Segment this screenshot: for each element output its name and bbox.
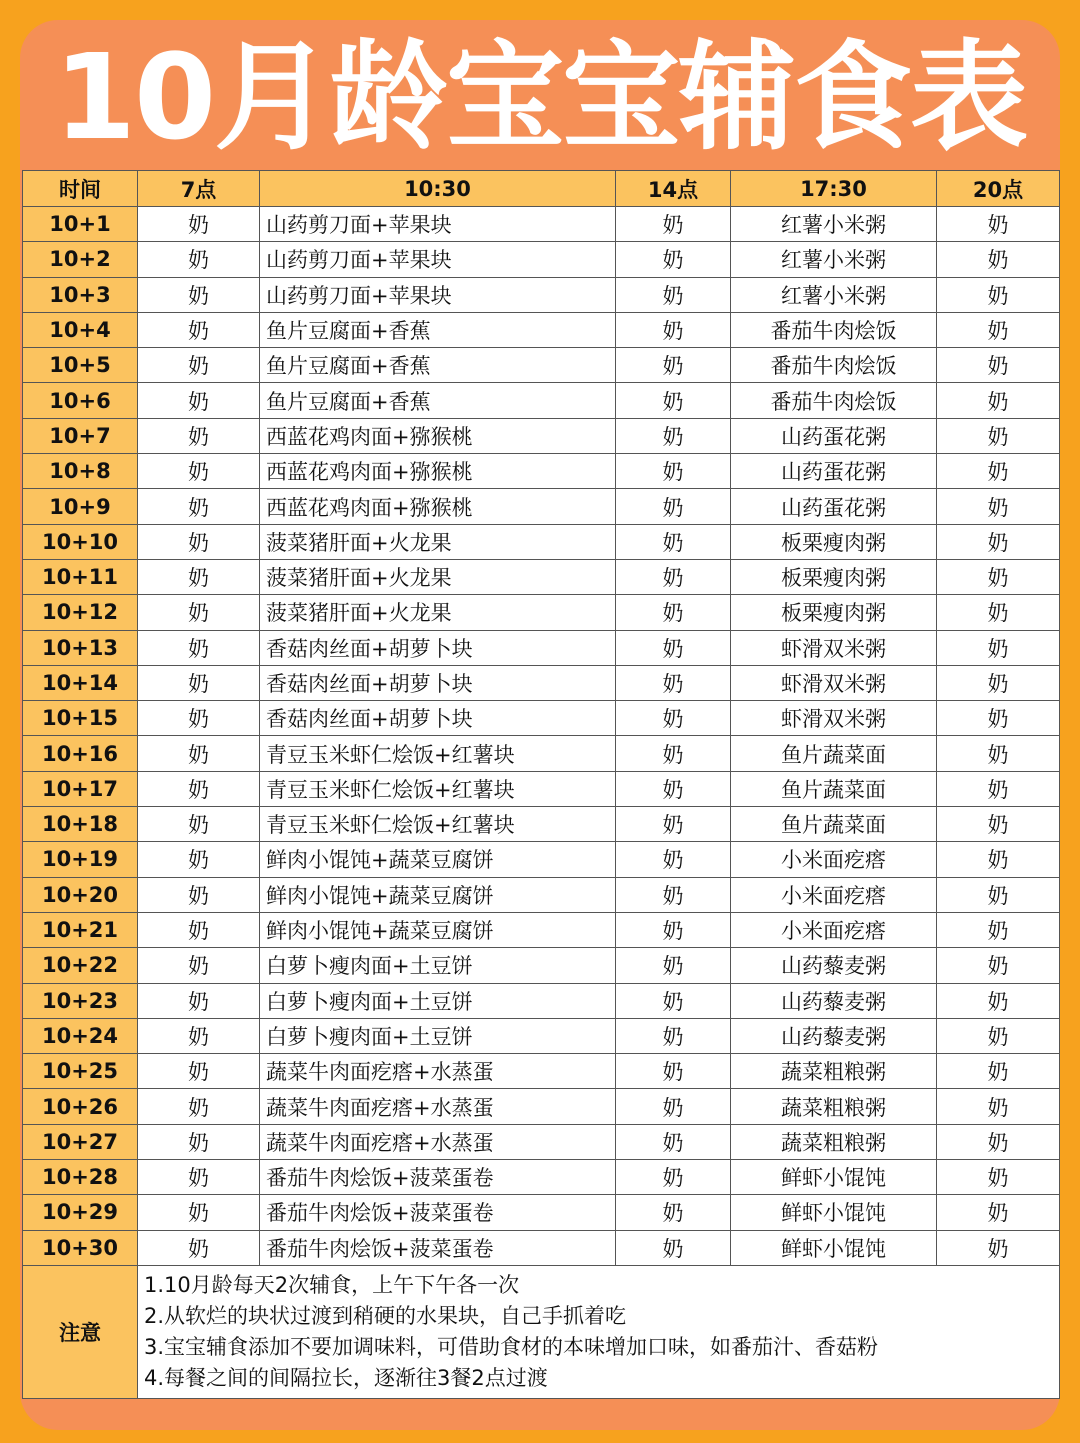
meal-14-cell: 奶 <box>616 454 731 489</box>
meal-7am-cell: 奶 <box>138 383 260 418</box>
meal-1730-cell: 鲜虾小馄饨 <box>731 1160 937 1195</box>
meal-1030-cell: 山药剪刀面+苹果块 <box>260 277 616 312</box>
meal-14-cell: 奶 <box>616 983 731 1018</box>
day-cell: 10+19 <box>23 842 138 877</box>
notes-label: 注意 <box>23 1265 138 1398</box>
day-cell: 10+17 <box>23 771 138 806</box>
day-cell: 10+28 <box>23 1160 138 1195</box>
table-row <box>23 1160 1060 1195</box>
notes-row <box>23 1265 1060 1398</box>
meal-20-cell: 奶 <box>937 807 1060 842</box>
day-cell: 10+7 <box>23 418 138 453</box>
meal-1030-cell: 番茄牛肉烩饭+菠菜蛋卷 <box>260 1160 616 1195</box>
meal-7am-cell: 奶 <box>138 983 260 1018</box>
meal-1730-cell: 蔬菜粗粮粥 <box>731 1124 937 1159</box>
meal-1030-cell: 香菇肉丝面+胡萝卜块 <box>260 630 616 665</box>
meal-1030-cell: 山药剪刀面+苹果块 <box>260 207 616 242</box>
day-cell: 10+6 <box>23 383 138 418</box>
table-row <box>23 277 1060 312</box>
meal-1730-cell: 番茄牛肉烩饭 <box>731 348 937 383</box>
note-item: 3.宝宝辅食添加不要加调味料，可借助食材的本味增加口味，如番茄汁、香菇粉 <box>144 1334 879 1359</box>
meal-14-cell: 奶 <box>616 1160 731 1195</box>
meal-1030-cell: 西蓝花鸡肉面+猕猴桃 <box>260 418 616 453</box>
meal-7am-cell: 奶 <box>138 1160 260 1195</box>
meal-20-cell: 奶 <box>937 736 1060 771</box>
meal-1730-cell: 番茄牛肉烩饭 <box>731 383 937 418</box>
meal-20-cell: 奶 <box>937 595 1060 630</box>
meal-1730-cell: 番茄牛肉烩饭 <box>731 312 937 347</box>
meal-7am-cell: 奶 <box>138 736 260 771</box>
meal-14-cell: 奶 <box>616 1195 731 1230</box>
day-cell: 10+15 <box>23 701 138 736</box>
table-row <box>23 701 1060 736</box>
meal-1030-cell: 番茄牛肉烩饭+菠菜蛋卷 <box>260 1195 616 1230</box>
meal-1030-cell: 白萝卜瘦肉面+土豆饼 <box>260 1018 616 1053</box>
day-cell: 10+25 <box>23 1054 138 1089</box>
meal-20-cell: 奶 <box>937 489 1060 524</box>
table-row <box>23 418 1060 453</box>
table-row <box>23 630 1060 665</box>
day-cell: 10+11 <box>23 559 138 594</box>
meal-7am-cell: 奶 <box>138 842 260 877</box>
meal-7am-cell: 奶 <box>138 630 260 665</box>
meal-7am-cell: 奶 <box>138 877 260 912</box>
table-row <box>23 983 1060 1018</box>
meal-1730-cell: 蔬菜粗粮粥 <box>731 1054 937 1089</box>
day-cell: 10+8 <box>23 454 138 489</box>
day-cell: 10+27 <box>23 1124 138 1159</box>
meal-14-cell: 奶 <box>616 701 731 736</box>
meal-7am-cell: 奶 <box>138 454 260 489</box>
day-cell: 10+4 <box>23 312 138 347</box>
meal-1030-cell: 鲜肉小馄饨+蔬菜豆腐饼 <box>260 912 616 947</box>
meal-20-cell: 奶 <box>937 665 1060 700</box>
day-cell: 10+5 <box>23 348 138 383</box>
meal-1030-cell: 菠菜猪肝面+火龙果 <box>260 595 616 630</box>
meal-7am-cell: 奶 <box>138 348 260 383</box>
meal-1730-cell: 山药蛋花粥 <box>731 489 937 524</box>
meal-1030-cell: 西蓝花鸡肉面+猕猴桃 <box>260 454 616 489</box>
day-cell: 10+2 <box>23 242 138 277</box>
day-cell: 10+26 <box>23 1089 138 1124</box>
meal-14-cell: 奶 <box>616 771 731 806</box>
meal-14-cell: 奶 <box>616 912 731 947</box>
table-header-row <box>23 171 1060 207</box>
meal-1730-cell: 山药蛋花粥 <box>731 454 937 489</box>
meal-1030-cell: 青豆玉米虾仁烩饭+红薯块 <box>260 807 616 842</box>
meal-1030-cell: 青豆玉米虾仁烩饭+红薯块 <box>260 771 616 806</box>
table-row <box>23 1054 1060 1089</box>
page-title: 10月龄宝宝辅食表 <box>53 28 1027 166</box>
meal-1730-cell: 山药藜麦粥 <box>731 948 937 983</box>
meal-7am-cell: 奶 <box>138 1054 260 1089</box>
day-cell: 10+20 <box>23 877 138 912</box>
meal-20-cell: 奶 <box>937 207 1060 242</box>
day-cell: 10+13 <box>23 630 138 665</box>
table-row <box>23 348 1060 383</box>
meal-14-cell: 奶 <box>616 242 731 277</box>
meal-20-cell: 奶 <box>937 630 1060 665</box>
meal-20-cell: 奶 <box>937 312 1060 347</box>
meal-14-cell: 奶 <box>616 207 731 242</box>
table-row <box>23 842 1060 877</box>
meal-7am-cell: 奶 <box>138 912 260 947</box>
meal-20-cell: 奶 <box>937 1018 1060 1053</box>
meal-1030-cell: 菠菜猪肝面+火龙果 <box>260 559 616 594</box>
meal-20-cell: 奶 <box>937 983 1060 1018</box>
table-row <box>23 207 1060 242</box>
meal-7am-cell: 奶 <box>138 1018 260 1053</box>
table-row <box>23 1230 1060 1265</box>
meal-14-cell: 奶 <box>616 559 731 594</box>
meal-1030-cell: 白萝卜瘦肉面+土豆饼 <box>260 948 616 983</box>
meal-14-cell: 奶 <box>616 277 731 312</box>
meal-1730-cell: 山药藜麦粥 <box>731 1018 937 1053</box>
meal-1730-cell: 板栗瘦肉粥 <box>731 559 937 594</box>
table-row <box>23 948 1060 983</box>
meal-1730-cell: 虾滑双米粥 <box>731 630 937 665</box>
meal-1730-cell: 鲜虾小馄饨 <box>731 1195 937 1230</box>
day-cell: 10+21 <box>23 912 138 947</box>
table-row <box>23 242 1060 277</box>
meal-20-cell: 奶 <box>937 1089 1060 1124</box>
day-cell: 10+29 <box>23 1195 138 1230</box>
table-row <box>23 736 1060 771</box>
table-row <box>23 595 1060 630</box>
meal-14-cell: 奶 <box>616 1089 731 1124</box>
note-item: 1.10月龄每天2次辅食，上午下午各一次 <box>144 1272 520 1297</box>
meal-1030-cell: 鱼片豆腐面+香蕉 <box>260 383 616 418</box>
meal-1030-cell: 青豆玉米虾仁烩饭+红薯块 <box>260 736 616 771</box>
meal-20-cell: 奶 <box>937 454 1060 489</box>
meal-14-cell: 奶 <box>616 348 731 383</box>
meal-20-cell: 奶 <box>937 1230 1060 1265</box>
meal-1730-cell: 山药藜麦粥 <box>731 983 937 1018</box>
meal-1730-cell: 板栗瘦肉粥 <box>731 524 937 559</box>
meal-14-cell: 奶 <box>616 1054 731 1089</box>
meal-14-cell: 奶 <box>616 877 731 912</box>
meal-7am-cell: 奶 <box>138 807 260 842</box>
meal-20-cell: 奶 <box>937 418 1060 453</box>
note-item: 2.从软烂的块状过渡到稍硬的水果块，自己手抓着吃 <box>144 1303 627 1328</box>
meal-1030-cell: 山药剪刀面+苹果块 <box>260 242 616 277</box>
meal-7am-cell: 奶 <box>138 524 260 559</box>
table-row <box>23 383 1060 418</box>
header-14: 14点 <box>616 171 731 207</box>
meal-1730-cell: 虾滑双米粥 <box>731 665 937 700</box>
meal-20-cell: 奶 <box>937 524 1060 559</box>
meal-14-cell: 奶 <box>616 489 731 524</box>
meal-1730-cell: 鱼片蔬菜面 <box>731 736 937 771</box>
meal-14-cell: 奶 <box>616 595 731 630</box>
meal-1030-cell: 蔬菜牛肉面疙瘩+水蒸蛋 <box>260 1124 616 1159</box>
meal-1730-cell: 鲜虾小馄饨 <box>731 1230 937 1265</box>
meal-7am-cell: 奶 <box>138 207 260 242</box>
meal-1030-cell: 鱼片豆腐面+香蕉 <box>260 348 616 383</box>
day-cell: 10+30 <box>23 1230 138 1265</box>
meal-1030-cell: 鱼片豆腐面+香蕉 <box>260 312 616 347</box>
table-row <box>23 1195 1060 1230</box>
notes-content <box>138 1265 1060 1398</box>
meal-1730-cell: 小米面疙瘩 <box>731 877 937 912</box>
meal-14-cell: 奶 <box>616 1230 731 1265</box>
meal-1730-cell: 小米面疙瘩 <box>731 912 937 947</box>
meal-14-cell: 奶 <box>616 383 731 418</box>
day-cell: 10+18 <box>23 807 138 842</box>
day-cell: 10+3 <box>23 277 138 312</box>
meal-20-cell: 奶 <box>937 1195 1060 1230</box>
meal-20-cell: 奶 <box>937 559 1060 594</box>
meal-7am-cell: 奶 <box>138 312 260 347</box>
meal-7am-cell: 奶 <box>138 771 260 806</box>
meal-1730-cell: 鱼片蔬菜面 <box>731 807 937 842</box>
meal-1730-cell: 山药蛋花粥 <box>731 418 937 453</box>
meal-1030-cell: 蔬菜牛肉面疙瘩+水蒸蛋 <box>260 1089 616 1124</box>
meal-7am-cell: 奶 <box>138 948 260 983</box>
meal-20-cell: 奶 <box>937 842 1060 877</box>
table-row <box>23 1124 1060 1159</box>
note-item: 4.每餐之间的间隔拉长，逐渐往3餐2点过渡 <box>144 1365 548 1390</box>
day-cell: 10+23 <box>23 983 138 1018</box>
meal-14-cell: 奶 <box>616 524 731 559</box>
day-cell: 10+22 <box>23 948 138 983</box>
meal-20-cell: 奶 <box>937 912 1060 947</box>
table-row <box>23 807 1060 842</box>
meal-20-cell: 奶 <box>937 348 1060 383</box>
meal-1730-cell: 红薯小米粥 <box>731 207 937 242</box>
meal-14-cell: 奶 <box>616 1018 731 1053</box>
meal-7am-cell: 奶 <box>138 242 260 277</box>
meal-1030-cell: 菠菜猪肝面+火龙果 <box>260 524 616 559</box>
meal-7am-cell: 奶 <box>138 277 260 312</box>
meal-20-cell: 奶 <box>937 277 1060 312</box>
table-row <box>23 665 1060 700</box>
meal-1030-cell: 蔬菜牛肉面疙瘩+水蒸蛋 <box>260 1054 616 1089</box>
day-cell: 10+10 <box>23 524 138 559</box>
meal-14-cell: 奶 <box>616 665 731 700</box>
table-row <box>23 912 1060 947</box>
meal-1030-cell: 番茄牛肉烩饭+菠菜蛋卷 <box>260 1230 616 1265</box>
meal-14-cell: 奶 <box>616 630 731 665</box>
meal-1730-cell: 小米面疙瘩 <box>731 842 937 877</box>
day-cell: 10+16 <box>23 736 138 771</box>
meal-1030-cell: 香菇肉丝面+胡萝卜块 <box>260 665 616 700</box>
meal-20-cell: 奶 <box>937 948 1060 983</box>
table-row <box>23 1089 1060 1124</box>
header-1730: 17:30 <box>731 171 937 207</box>
table-row <box>23 454 1060 489</box>
meal-7am-cell: 奶 <box>138 1089 260 1124</box>
meal-7am-cell: 奶 <box>138 701 260 736</box>
meal-1730-cell: 鱼片蔬菜面 <box>731 771 937 806</box>
meal-20-cell: 奶 <box>937 701 1060 736</box>
meal-20-cell: 奶 <box>937 1124 1060 1159</box>
meal-20-cell: 奶 <box>937 877 1060 912</box>
meal-1030-cell: 鲜肉小馄饨+蔬菜豆腐饼 <box>260 877 616 912</box>
meal-14-cell: 奶 <box>616 842 731 877</box>
table-row <box>23 312 1060 347</box>
day-cell: 10+12 <box>23 595 138 630</box>
meal-14-cell: 奶 <box>616 418 731 453</box>
day-cell: 10+14 <box>23 665 138 700</box>
meal-1730-cell: 红薯小米粥 <box>731 242 937 277</box>
meal-14-cell: 奶 <box>616 312 731 347</box>
day-cell: 10+9 <box>23 489 138 524</box>
table-row <box>23 489 1060 524</box>
meal-7am-cell: 奶 <box>138 1230 260 1265</box>
table-row <box>23 771 1060 806</box>
meal-1730-cell: 虾滑双米粥 <box>731 701 937 736</box>
day-cell: 10+24 <box>23 1018 138 1053</box>
meal-20-cell: 奶 <box>937 242 1060 277</box>
meal-1030-cell: 西蓝花鸡肉面+猕猴桃 <box>260 489 616 524</box>
table-row <box>23 559 1060 594</box>
meal-1730-cell: 红薯小米粥 <box>731 277 937 312</box>
meal-1730-cell: 蔬菜粗粮粥 <box>731 1089 937 1124</box>
table-row <box>23 877 1060 912</box>
meal-1030-cell: 香菇肉丝面+胡萝卜块 <box>260 701 616 736</box>
meal-7am-cell: 奶 <box>138 665 260 700</box>
meal-20-cell: 奶 <box>937 771 1060 806</box>
meal-7am-cell: 奶 <box>138 559 260 594</box>
meal-1030-cell: 白萝卜瘦肉面+土豆饼 <box>260 983 616 1018</box>
meal-14-cell: 奶 <box>616 736 731 771</box>
meal-7am-cell: 奶 <box>138 489 260 524</box>
header-1030: 10:30 <box>260 171 616 207</box>
meal-20-cell: 奶 <box>937 1160 1060 1195</box>
day-cell: 10+1 <box>23 207 138 242</box>
header-7am: 7点 <box>138 171 260 207</box>
meal-7am-cell: 奶 <box>138 1124 260 1159</box>
meal-14-cell: 奶 <box>616 1124 731 1159</box>
meal-1730-cell: 板栗瘦肉粥 <box>731 595 937 630</box>
meal-14-cell: 奶 <box>616 807 731 842</box>
meal-7am-cell: 奶 <box>138 595 260 630</box>
table-row <box>23 1018 1060 1053</box>
meal-20-cell: 奶 <box>937 1054 1060 1089</box>
feeding-schedule-table <box>22 170 1060 1399</box>
meal-7am-cell: 奶 <box>138 418 260 453</box>
header-time: 时间 <box>23 171 138 207</box>
meal-1030-cell: 鲜肉小馄饨+蔬菜豆腐饼 <box>260 842 616 877</box>
meal-14-cell: 奶 <box>616 948 731 983</box>
meal-7am-cell: 奶 <box>138 1195 260 1230</box>
header-20: 20点 <box>937 171 1060 207</box>
meal-20-cell: 奶 <box>937 383 1060 418</box>
table-row <box>23 524 1060 559</box>
